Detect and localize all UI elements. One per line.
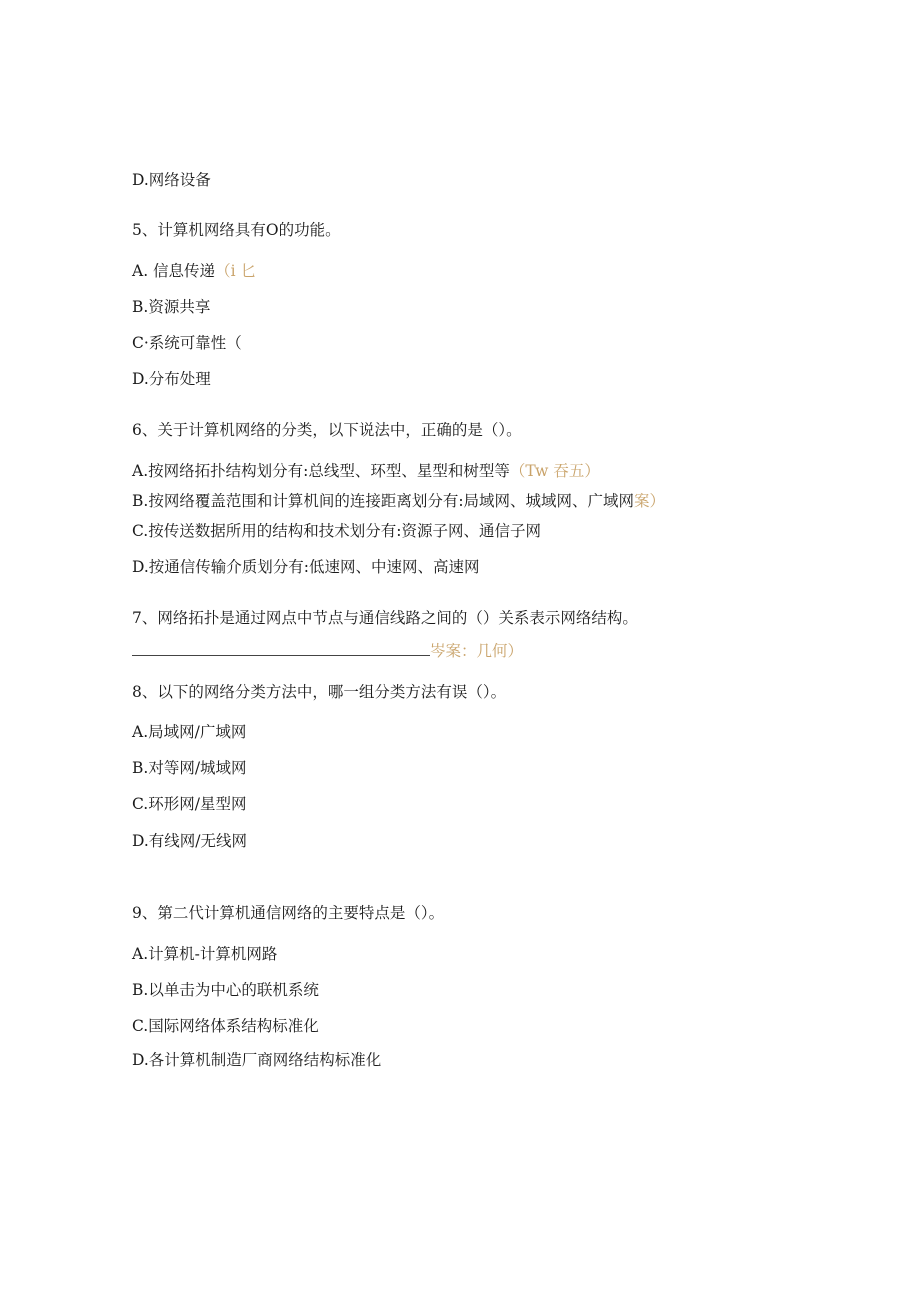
q8-option-b: B.对等网/城域网 xyxy=(132,759,247,777)
q9-option-a: A.计算机-计算机网路 xyxy=(132,945,278,963)
q7-answer-note: 岑案：几何） xyxy=(430,642,524,660)
q8-option-c: C.环形网/星型网 xyxy=(132,795,247,813)
q7-blank xyxy=(132,641,430,656)
q5-option-b: B.资源共享 xyxy=(132,298,211,316)
q6-option-b-text: B.按网络覆盖范围和计算机间的连接距离划分有:局域网、城域网、广域网 xyxy=(132,492,635,510)
q8-option-a: A.局域网/广域网 xyxy=(132,723,247,741)
q6-option-c: C.按传送数据所用的结构和技术划分有:资源子网、通信子网 xyxy=(132,522,541,540)
q9-option-d: D.各计算机制造厂商网络结构标准化 xyxy=(132,1051,382,1069)
q9-question: 9、第二代计算机通信网络的主要特点是（）。 xyxy=(132,904,445,922)
q7-answer-line xyxy=(132,641,523,661)
q6-option-b xyxy=(132,491,665,511)
q5-question: 5、计算机网络具有O的功能。 xyxy=(132,221,341,239)
q5-option-d: D.分布处理 xyxy=(132,370,211,388)
q5-option-a xyxy=(132,261,256,281)
q4-option-d: D.网络设备 xyxy=(132,171,211,189)
q8-question: 8、以下的网络分类方法中，哪一组分类方法有误（）。 xyxy=(132,683,507,701)
q5-option-c: C·系统可靠性（ xyxy=(132,334,242,352)
q9-option-b: B.以单击为中心的联机系统 xyxy=(132,981,319,999)
q8-option-d: D.有线网/无线网 xyxy=(132,832,248,850)
q5-option-a-text: A. 信息传递 xyxy=(132,262,216,280)
q6-option-a xyxy=(132,461,600,481)
q6-option-a-note: （Tw 吞五） xyxy=(509,462,600,480)
q9-option-c: C.国际网络体系结构标准化 xyxy=(132,1017,319,1035)
q6-question: 6、关于计算机网络的分类，以下说法中，正确的是（）。 xyxy=(132,421,522,439)
q6-option-b-note: 案） xyxy=(634,492,666,510)
q6-option-d: D.按通信传输介质划分有:低速网、中速网、高速网 xyxy=(132,558,480,576)
q6-option-a-text: A.按网络拓扑结构划分有:总线型、环型、星型和树型等 xyxy=(132,462,510,480)
q5-option-a-note: （i 匕 xyxy=(215,262,256,280)
q7-question: 7、网络拓扑是通过网点中节点与通信线路之间的（）关系表示网络结构。 xyxy=(132,609,638,627)
